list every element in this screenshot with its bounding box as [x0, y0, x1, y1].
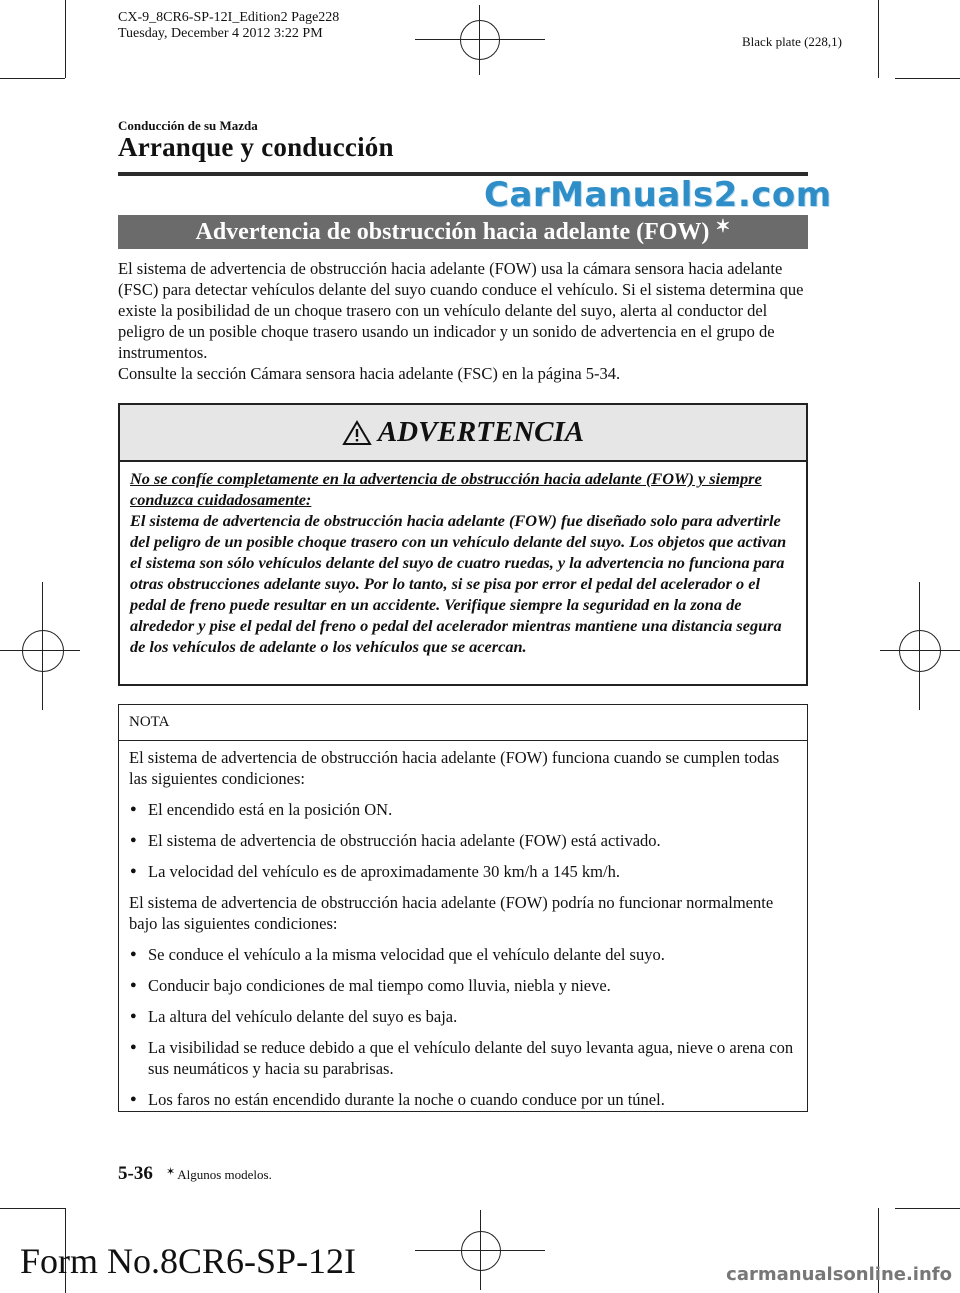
note-paragraph-1: El sistema de advertencia de obstrucción hacia adelante (FOW) funciona cuando se cumplen todas las siguientes condiciones:	[129, 748, 780, 788]
note-list-2	[129, 944, 797, 1110]
list-item: ● La velocidad del vehículo es de aproximadamente 30 km/h a 145 km/h.	[129, 861, 797, 882]
asterisk-icon: ✶	[166, 1166, 176, 1178]
watermark-bottom: carmanualsonline.info	[726, 1264, 952, 1285]
warning-box	[118, 403, 808, 686]
plate-label: Black plate (228,1)	[742, 34, 842, 49]
print-meta-line2: Tuesday, December 4 2012 3:22 PM	[118, 26, 323, 41]
footnote	[166, 1167, 272, 1183]
warning-body	[120, 462, 806, 657]
intro-paragraph-2: Consulte la sección Cámara sensora hacia adelante (FSC) en la página 5-34.	[118, 364, 621, 383]
warning-underlined-text: No se confíe completamente en la advertencia de obstrucción hacia adelante (FOW) y siempre conduzca cuidadosamente:	[130, 469, 762, 509]
list-item: ● Se conduce el vehículo a la misma velocidad que el vehículo delante del suyo.	[129, 944, 797, 965]
intro-paragraph-1: El sistema de advertencia de obstrucción hacia adelante (FOW) usa la cámara sensora hacia adelante (FSC) para detectar vehículos delante del suyo cuando conduce el vehículo. Si el sistema determina que existe la posibilidad de un choque trasero con un vehículo delante del suyo, alerta al conductor del peligro de un posible choque trasero usando un indicador y un sonido de advertencia en el grupo de instrumentos.	[118, 259, 804, 362]
chapter-title: Arranque y conducción	[118, 132, 394, 162]
list-item: ● El encendido está en la posición ON.	[129, 799, 797, 820]
note-header: NOTA	[119, 705, 807, 741]
warning-triangle-icon	[342, 420, 372, 446]
list-item: ● Conducir bajo condiciones de mal tiempo como lluvia, niebla y nieve.	[129, 975, 797, 996]
footnote-text: Algunos modelos.	[177, 1167, 272, 1182]
list-item: ● La visibilidad se reduce debido a que el vehículo delante del suyo levanta agua, nieve o arena con sus neumáticos y hacia su parabrisas.	[129, 1037, 797, 1079]
section-banner	[118, 215, 808, 249]
list-item: ● La altura del vehículo delante del suyo es baja.	[129, 1006, 797, 1027]
intro-text	[118, 258, 808, 384]
note-body	[119, 741, 807, 1110]
note-paragraph-2: El sistema de advertencia de obstrucción hacia adelante (FOW) podría no funcionar normalmente bajo las siguientes condiciones:	[129, 893, 774, 933]
warning-header	[120, 405, 806, 462]
page-number: 5-36	[118, 1163, 153, 1184]
print-meta-line1: CX-9_8CR6-SP-12I_Edition2 Page228	[118, 10, 340, 25]
form-number: Form No.8CR6-SP-12I	[20, 1241, 357, 1281]
note-list-1	[129, 799, 797, 882]
section-label: Conducción de su Mazda	[118, 118, 258, 133]
watermark-top: CarManuals2.com	[484, 175, 832, 215]
print-meta	[118, 10, 339, 42]
warning-body-text: El sistema de advertencia de obstrucción hacia adelante (FOW) fue diseñado solo para advertirle del peligro de un posible choque trasero con un vehículo delante del suyo. Los objetos que activan el sistema son sólo vehículos delante del suyo de cuatro ruedas, y la advertencia no funciona para otras obstrucciones adelante suyo. Por lo tanto, si se pisa por error el pedal del acelerador o el pedal de freno puede resultar en un accidente. Verifique siempre la seguridad en la zona de alrededor y pise el pedal del freno o pedal del acelerador mientras mantiene una distancia segura de los vehículos de adelante o los vehículos que se acercan.	[130, 511, 787, 656]
banner-title: Advertencia de obstrucción hacia adelante (FOW)	[195, 218, 710, 245]
note-box	[118, 704, 808, 1112]
list-item: ● Los faros no están encendido durante la noche o cuando conduce por un túnel.	[129, 1089, 797, 1110]
list-item: ● El sistema de advertencia de obstrucción hacia adelante (FOW) está activado.	[129, 830, 797, 851]
warning-title: ADVERTENCIA	[377, 416, 585, 448]
asterisk-icon: ✶	[715, 215, 731, 236]
